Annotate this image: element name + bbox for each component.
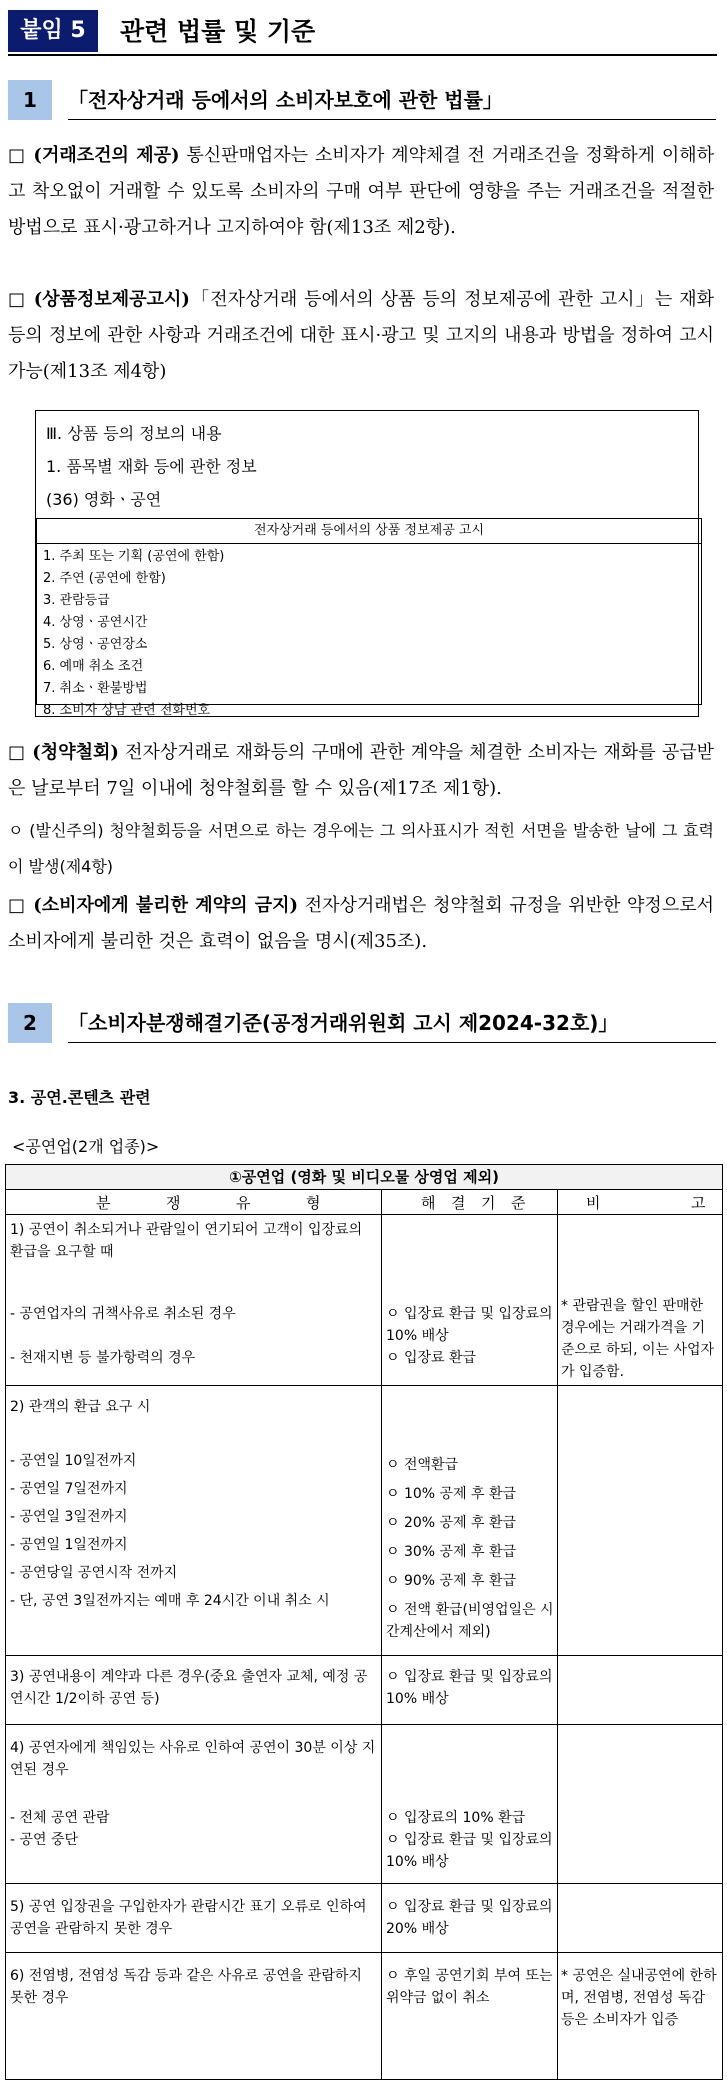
paragraph-transaction-terms	[8, 138, 714, 246]
col-header-char: 고	[691, 1194, 706, 1212]
remark-note: * 관람권을 할인 판매한 경우에는 거래가격을 기준으로 하되, 이는 사업자가 입증함.	[561, 1298, 715, 1380]
dispute-subtype: - 공연일 1일전까지	[10, 1537, 128, 1553]
col-header-char: 비	[586, 1194, 601, 1212]
notice-item: 8. 소비자 상담 관련 전화번호	[43, 703, 211, 718]
attachment-badge: 붙임 5	[8, 10, 98, 52]
notice-box	[35, 410, 699, 717]
paragraph-head: □ (상품정보제공고시)	[8, 289, 190, 310]
section-divider	[68, 1042, 716, 1043]
col-header-char: 유	[236, 1194, 251, 1212]
col-header-char: 분	[96, 1194, 111, 1212]
notice-line: 1. 품목별 재화 등에 관한 정보	[46, 457, 257, 476]
table-row	[6, 1656, 722, 1725]
paragraph-head: □ (소비자에게 불리한 계약의 금지)	[8, 895, 298, 916]
dispute-subtype: - 공연 중단	[10, 1832, 79, 1848]
dispute-subtype: - 전체 공연 관람	[10, 1810, 110, 1826]
dispute-type: 6) 전염병, 전염성 독감 등과 같은 사유로 공연을 관람하지 못한 경우	[10, 1968, 362, 2006]
dispute-type: 3) 공연내용이 계약과 다른 경우(중요 출연자 교체, 예정 공연시간 1/2이하 공연 등)	[10, 1669, 368, 1707]
table-row	[6, 1386, 722, 1656]
notice-item: 7. 취소ㆍ환불방법	[43, 681, 148, 696]
notice-item: 1. 주최 또는 기획 (공연에 한함)	[43, 549, 225, 564]
dispute-subtype: - 공연일 3일전까지	[10, 1509, 128, 1525]
dispute-subtype: - 단, 공연 3일전까지는 예매 후 24시간 이내 취소 시	[10, 1593, 330, 1609]
paragraph-body: 전자상거래로 재화등의 구매에 관한 계약을 체결한 소비자는 재화를 공급받은 날로부터 7일 이내에 청약철회를 할 수 있음(제17조 제1항).	[8, 742, 715, 799]
paragraph-withdrawal	[8, 735, 714, 807]
paragraph-head: □ (거래조건의 제공)	[8, 145, 180, 166]
resolution-standard: ㅇ 입장료 환급 및 입장료의 10% 배상	[386, 1306, 553, 1344]
table-row	[6, 1725, 722, 1884]
remark-note: * 공연은 실내공연에 한하며, 전염병, 전염성 독감 등은 소비자가 입증	[561, 1968, 717, 2028]
notice-item: 3. 관람등급	[43, 593, 110, 608]
resolution-standard: ㅇ 입장료 환급 및 입장료의 10% 배상	[386, 1669, 553, 1707]
table-header-row	[6, 1190, 722, 1215]
dispute-subtype: - 공연업자의 귀책사유로 취소된 경우	[10, 1306, 236, 1322]
notice-line: Ⅲ. 상품 등의 정보의 내용	[46, 424, 222, 443]
notice-item: 6. 예매 취소 조건	[43, 659, 144, 674]
section-1-title: 「전자상거래 등에서의 소비자보호에 관한 법률」	[68, 88, 503, 112]
resolution-standard: ㅇ 90% 공제 후 환급	[386, 1573, 517, 1589]
resolution-standard: ㅇ 입장료 환급 및 입장료의 20% 배상	[386, 1899, 553, 1937]
section-2-heading	[8, 1003, 716, 1043]
paragraph-body: 「전자상거래 등에서의 상품 등의 정보제공에 관한 고시」는 재화등의 정보에 관한 사항과 거래조건에 대한 표시·광고 및 고지의 내용과 방법을 정하여 고시 가능(제13조 제4항)	[8, 289, 715, 382]
subsection-caption: <공연업(2개 업종)>	[12, 1137, 160, 1156]
notice-table-title: 전자상거래 등에서의 상품 정보제공 고시	[37, 519, 701, 544]
dispute-standards-table	[5, 1164, 723, 2080]
dispute-type: 4) 공연자에게 책임있는 사유로 인하여 공연이 30분 이상 지연된 경우	[10, 1740, 376, 1778]
paragraph-unfair-contract	[8, 888, 714, 960]
paragraph-dispatch-rule: ㅇ (발신주의) 청약철회등을 서면으로 하는 경우에는 그 의사표시가 적힌 서면을 발송한 날에 그 효력이 발생(제4항)	[8, 821, 714, 876]
notice-item: 2. 주연 (공연에 한함)	[43, 571, 166, 586]
paragraph-body: 전자상거래법은 청약철회 규정을 위반한 약정으로서 소비자에게 불리한 것은 효력이 없음을 명시(제35조).	[8, 895, 714, 952]
resolution-standard: ㅇ 전액 환급(비영업일은 시간계산에서 제외)	[386, 1602, 554, 1640]
table-row	[6, 1215, 722, 1386]
section-2-title: 「소비자분쟁해결기준(공정거래위원회 고시 제2024-32호)」	[68, 1011, 619, 1035]
resolution-standard: ㅇ 전액환급	[386, 1457, 459, 1473]
paragraph-head: □ (청약철회)	[8, 742, 119, 763]
resolution-standard: ㅇ 입장료 환급 및 입장료의 10% 배상	[386, 1832, 553, 1870]
notice-item: 4. 상영ㆍ공연시간	[43, 615, 148, 630]
section-divider	[68, 119, 716, 120]
notice-line: (36) 영화ㆍ공연	[46, 490, 162, 509]
col-header-char: 해	[421, 1194, 436, 1212]
table-title: ①공연업 (영화 및 비디오물 상영업 제외)	[229, 1168, 499, 1186]
dispute-subtype: - 공연당일 공연시작 전까지	[10, 1565, 178, 1581]
dispute-type: 2) 관객의 환급 요구 시	[10, 1399, 151, 1415]
document-header	[8, 10, 717, 56]
dispute-subtype: - 공연일 10일전까지	[10, 1453, 137, 1469]
col-header-char: 준	[511, 1194, 526, 1212]
resolution-standard: ㅇ 후일 공연기회 부여 또는 위약금 없이 취소	[386, 1968, 553, 2006]
subsection-title: 3. 공연.콘텐츠 관련	[8, 1088, 151, 1107]
paragraph-body: 통신판매업자는 소비자가 계약체결 전 거래조건을 정확하게 이해하고 착오없이 거래할 수 있도록 소비자의 구매 여부 판단에 영향을 주는 거래조건을 적절한 방법으로 표시·광고하거나 고지하여야 함(제13조 제2항).	[8, 145, 714, 238]
resolution-standard: ㅇ 입장료 환급	[386, 1350, 477, 1366]
section-1-number: 1	[8, 80, 52, 120]
section-2-number: 2	[8, 1003, 52, 1043]
dispute-subtype: - 천재지변 등 불가항력의 경우	[10, 1350, 196, 1366]
resolution-standard: ㅇ 10% 공제 후 환급	[386, 1486, 517, 1502]
dispute-subtype: - 공연일 7일전까지	[10, 1481, 128, 1497]
table-row	[6, 1884, 722, 1953]
notice-items-table	[36, 518, 702, 718]
dispute-type: 1) 공연이 취소되거나 관람일이 연기되어 고객이 입장료의 환급을 요구할 때	[10, 1222, 363, 1260]
resolution-standard: ㅇ 30% 공제 후 환급	[386, 1544, 517, 1560]
resolution-standard: ㅇ 20% 공제 후 환급	[386, 1515, 517, 1531]
table-row	[6, 1953, 722, 2077]
col-header-char: 쟁	[166, 1194, 181, 1212]
paragraph-product-info	[8, 282, 714, 390]
col-header-char: 결	[451, 1194, 466, 1212]
resolution-standard: ㅇ 입장료의 10% 환급	[386, 1810, 526, 1826]
col-header-char: 형	[306, 1194, 321, 1212]
table-title-row	[6, 1165, 722, 1190]
page-title: 관련 법률 및 기준	[120, 17, 316, 46]
col-header-char: 기	[481, 1194, 496, 1212]
section-1-heading	[8, 80, 716, 120]
dispute-type: 5) 공연 입장권을 구입한자가 관람시간 표기 오류로 인하여 공연을 관람하지 못한 경우	[10, 1899, 367, 1937]
notice-item: 5. 상영ㆍ공연장소	[43, 637, 148, 652]
